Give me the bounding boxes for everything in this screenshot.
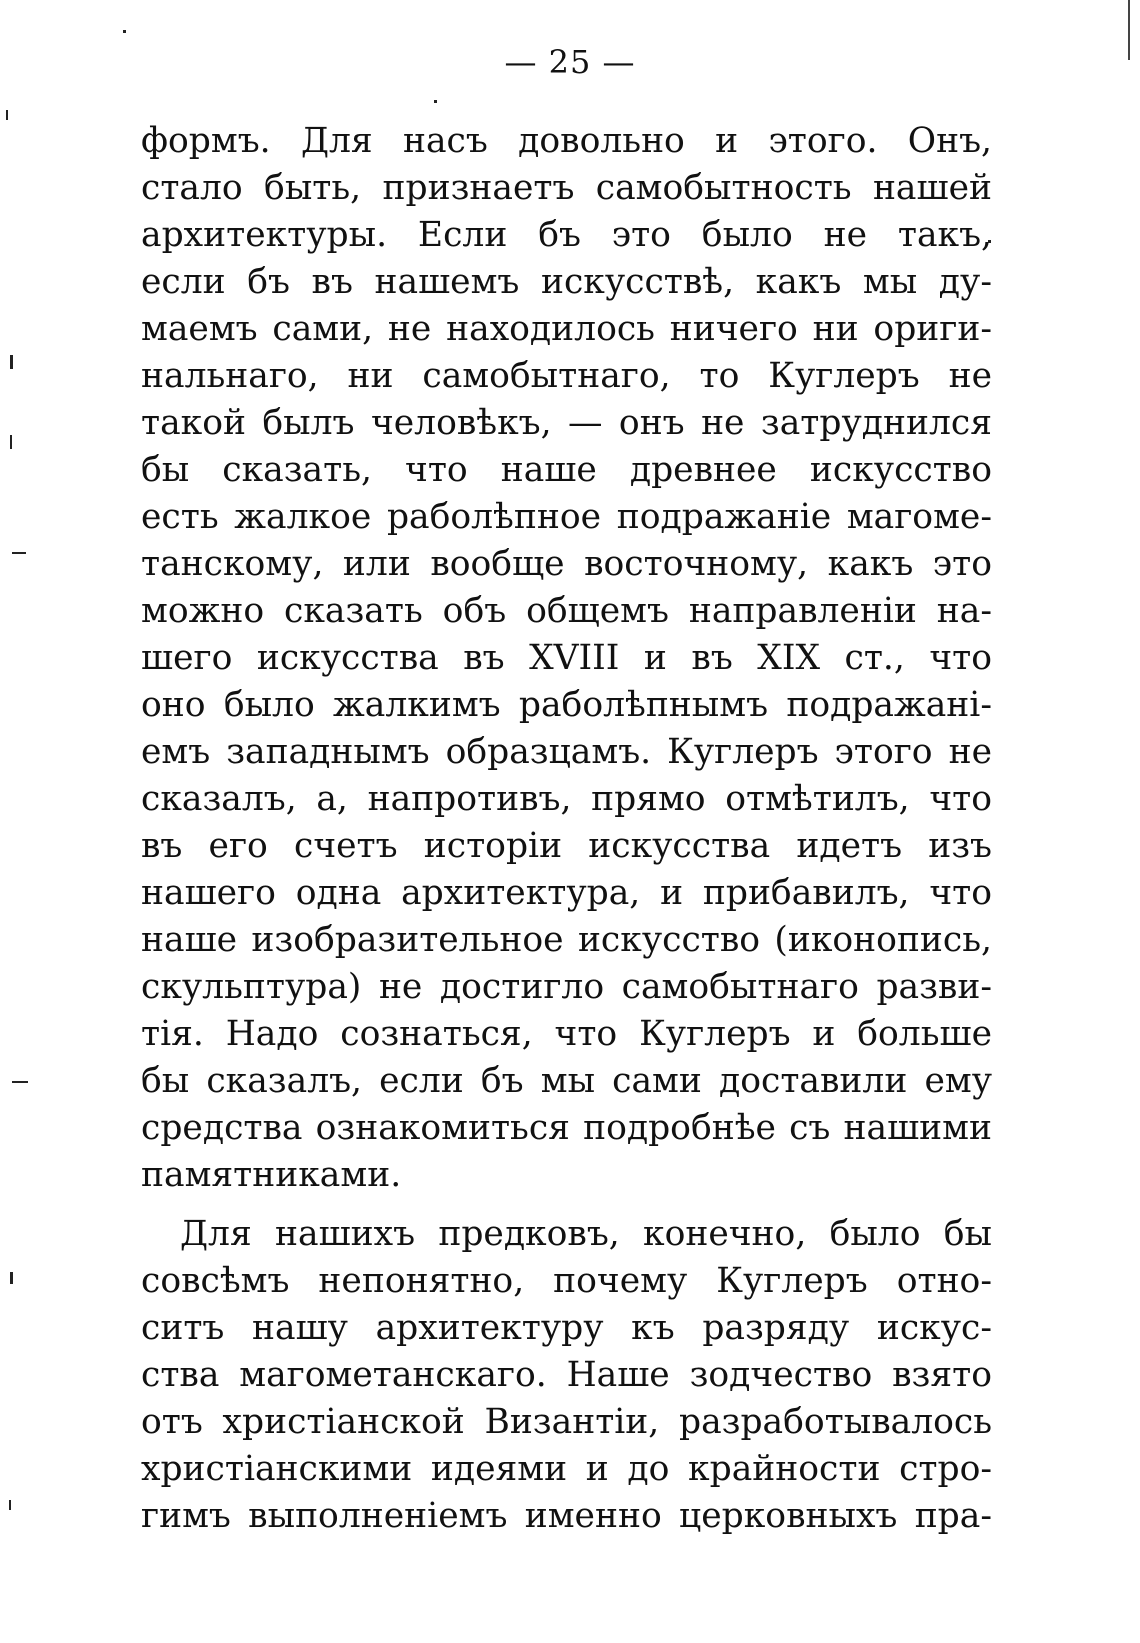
scan-mark (434, 100, 437, 103)
text-line: архитектуры. Если бъ это было не такъ, (141, 215, 992, 255)
text-line: емъ западнымъ образцамъ. Куглеръ этого не (141, 732, 992, 772)
body-text (141, 118, 992, 1540)
text-line: есть жалкое раболѣпное подражанiе магоме- (141, 497, 992, 537)
scan-mark (12, 1081, 28, 1083)
text-line: если бъ въ нашемъ искусствѣ, какъ мы ду- (141, 262, 992, 302)
scan-mark (12, 552, 26, 554)
scan-mark (10, 435, 12, 449)
text-line: скульптура) не достигло самобытнаго разви- (141, 967, 992, 1007)
text-line: гимъ выполненiемъ именно церковныхъ пра- (141, 1496, 992, 1536)
text-line: бы сказать, что наше древнее искусство (141, 450, 992, 490)
text-line: оно было жалкимъ раболѣпнымъ подражанi- (141, 685, 992, 725)
text-line: шего искусства въ XVIII и въ XIX ст., что (141, 638, 992, 678)
text-line: Для нашихъ предковъ, конечно, было бы (180, 1214, 992, 1254)
text-line: маемъ сами, не находилось ничего ни ориги- (141, 309, 992, 349)
text-line: формъ. Для насъ довольно и этого. Онъ, (141, 121, 992, 161)
text-line: въ его счетъ исторiи искусства идетъ изъ (141, 826, 992, 866)
text-line: ситъ нашу архитектуру къ разряду искус- (141, 1308, 992, 1348)
text-line: отъ христiанской Византiи, разработывалось (141, 1402, 992, 1442)
paragraph-gap (141, 1199, 992, 1211)
scan-mark (123, 30, 126, 33)
text-line: наше изобразительное искусство (иконопись, (141, 920, 992, 960)
text-line: такой былъ человѣкъ, — онъ не затруднился (141, 403, 992, 443)
scan-mark (10, 1272, 13, 1284)
text-line: средства ознакомиться подробнѣе съ нашими (141, 1108, 992, 1148)
text-line: нальнаго, ни самобытнаго, то Куглеръ не (141, 356, 992, 396)
scan-mark (10, 355, 13, 369)
text-line: совсѣмъ непонятно, почему Куглеръ отно- (141, 1261, 992, 1301)
text-line: ства магометанскаго. Наше зодчество взято (141, 1355, 992, 1395)
text-line: памятниками. (141, 1155, 402, 1195)
paragraph (141, 1211, 992, 1540)
text-line: стало быть, признаетъ самобытность нашей (141, 168, 992, 208)
text-line: тiя. Надо сознаться, что Куглеръ и больше (141, 1014, 992, 1054)
paragraph (141, 118, 992, 1199)
text-line: нашего одна архитектура, и прибавилъ, что (141, 873, 992, 913)
text-line: танскому, или вообще восточному, какъ это (141, 544, 992, 584)
scan-mark (9, 1500, 11, 1510)
text-line: можно сказать объ общемъ направленiи на- (141, 591, 992, 631)
page-number: — 25 — (504, 43, 636, 81)
text-line: бы сказалъ, если бъ мы сами доставили ему (141, 1061, 992, 1101)
text-line: сказалъ, а, напротивъ, прямо отмѣтилъ, что (141, 779, 992, 819)
text-line: христiанскими идеями и до крайности стро- (141, 1449, 992, 1489)
scan-mark (6, 110, 8, 120)
